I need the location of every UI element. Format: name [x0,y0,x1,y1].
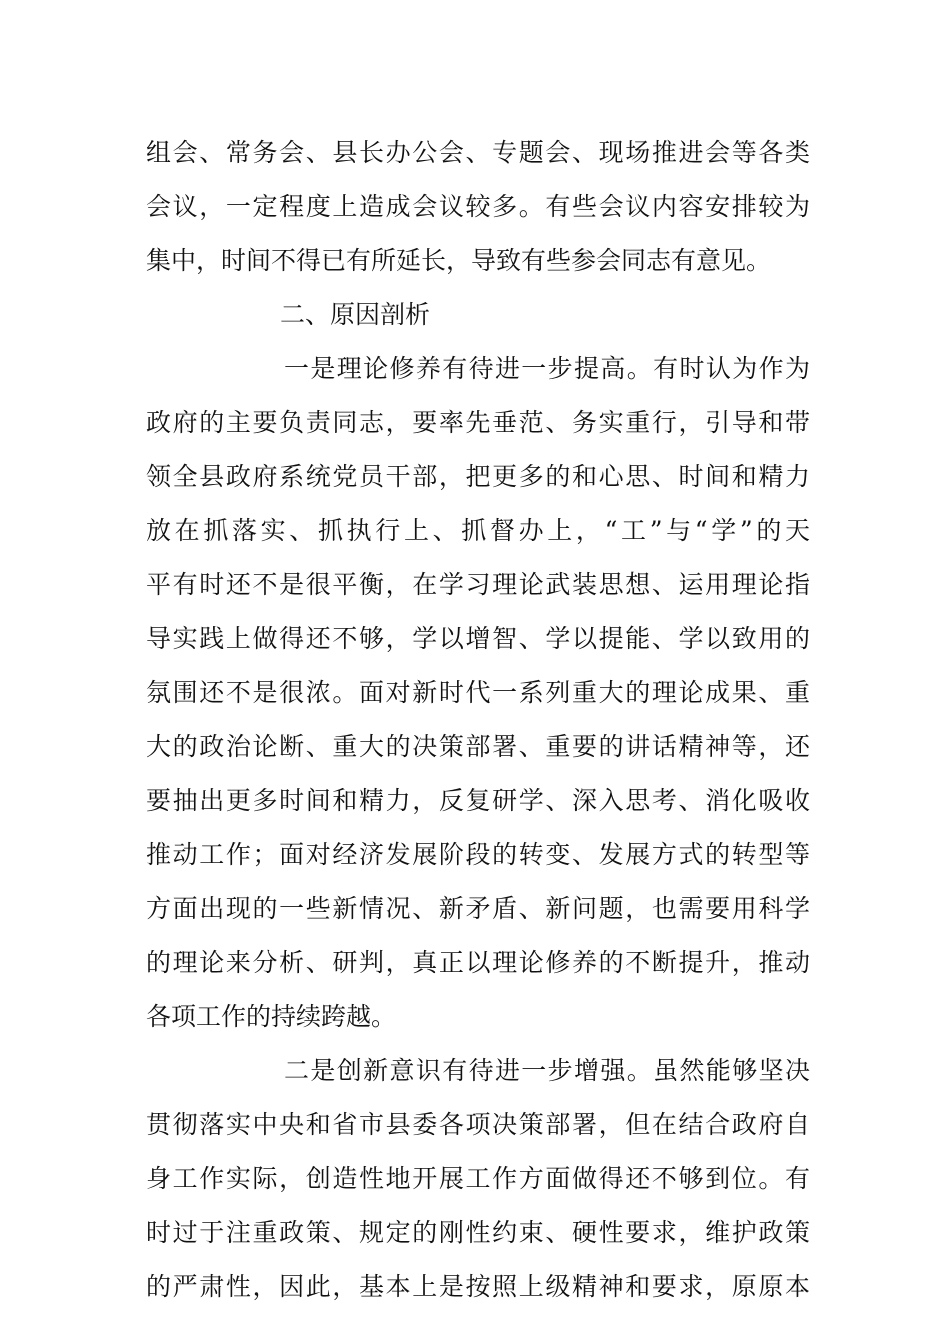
text-line: 贯彻落实中央和省市县委各项决策部署，但在结合政府自 [146,1110,810,1139]
text-line: 身工作实际，创造性地开展工作方面做得还不够到位。有 [146,1164,810,1193]
text-line: 导实践上做得还不够，学以增智、学以提能、学以致用的 [146,624,810,653]
text-line: 大的政治论断、重大的决策部署、重要的讲话精神等，还 [146,732,810,761]
text-line: 要抽出更多时间和精力，反复研学、深入思考、消化吸收 [146,786,810,815]
paragraph-first-line: 二是创新意识有待进一步增强。虽然能够坚决 [284,1056,810,1085]
text-line: 放在抓落实、抓执行上、抓督办上，“工”与“学”的天 [146,516,810,545]
text-line: 集中，时间不得已有所延长，导致有些参会同志有意见。 [146,246,772,275]
text-line: 氛围还不是很浓。面对新时代一系列重大的理论成果、重 [146,678,810,707]
document-body [146,126,810,1314]
text-line: 平有时还不是很平衡，在学习理论武装思想、运用理论指 [146,570,810,599]
text-line: 组会、常务会、县长办公会、专题会、现场推进会等各类 [146,138,810,167]
text-line: 领全县政府系统党员干部，把更多的和心思、时间和精力 [146,462,810,491]
section-heading: 二、原因剖析 [280,300,431,329]
text-line: 政府的主要负责同志，要率先垂范、务实重行，引导和带 [146,408,810,437]
text-line: 推动工作；面对经济发展阶段的转变、发展方式的转型等 [146,840,810,869]
text-line: 方面出现的一些新情况、新矛盾、新问题，也需要用科学 [146,894,810,923]
text-line: 的严肃性，因此，基本上是按照上级精神和要求，原原本 [146,1272,810,1301]
text-line: 各项工作的持续跨越。 [146,1002,397,1031]
paragraph-first-line: 一是理论修养有待进一步提高。有时认为作为 [284,354,810,383]
text-line: 的理论来分析、研判，真正以理论修养的不断提升，推动 [146,948,810,977]
text-line: 会议，一定程度上造成会议较多。有些会议内容安排较为 [146,192,810,221]
text-line: 时过于注重政策、规定的刚性约束、硬性要求，维护政策 [146,1218,810,1247]
